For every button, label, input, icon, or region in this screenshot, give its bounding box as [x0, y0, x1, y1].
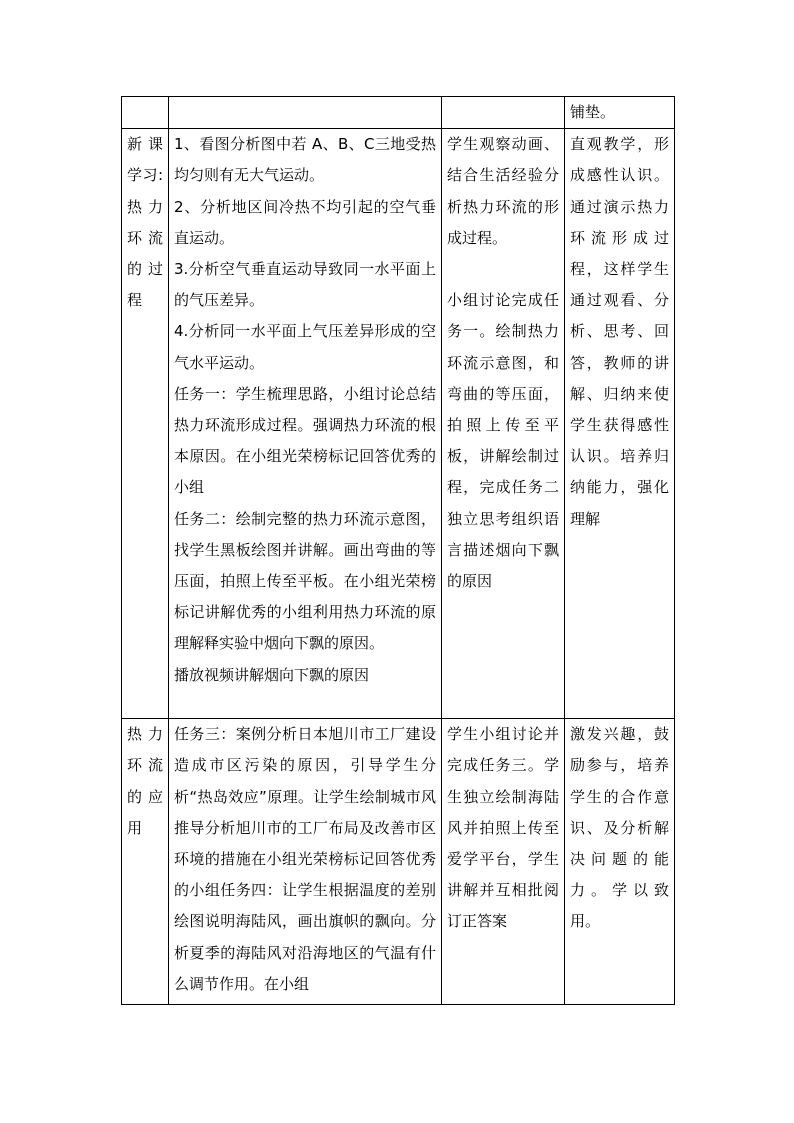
student-activity-cell [442, 719, 565, 1005]
student-activity-cell [442, 97, 565, 129]
student-activity-text: 小组讨论完成任务一。绘制热力环流示意图，和弯曲的等压面，拍照上传至平板，讲解绘制过程，完成任务二独立思考组织语言描述烟向下飘的原因 [447, 291, 559, 591]
activity-text: 1、看图分析图中若 A、B、C三地受热均匀则有无大气运动。 [174, 135, 436, 185]
stage-cell: 热力环流的应用 [122, 719, 169, 1005]
activity-text: 任务三：案例分析日本旭川市工厂建设造成市区污染的原因，引导学生分析“热岛效应”原理。让学生绘制城市风推导分析旭川市的工厂布局及改善市区环境的措施在小组光荣榜标记回答优秀的小组任务四：让学生根据温度的差别绘图说明海陆风，画出旗帜的飘向。分析夏季的海陆风对沿海地区的气温有什么调节作用。在小组 [174, 725, 436, 993]
design-intent-text: 铺垫。 [570, 103, 616, 121]
student-activity-text: 学生观察动画、结合生活经验分析热力环流的形成过程。 [447, 135, 559, 247]
design-intent-cell [565, 719, 675, 1005]
spacer [447, 254, 559, 285]
activity-cell [169, 129, 442, 719]
stage-cell [122, 97, 169, 129]
activity-text: 4.分析同一水平面上气压差异形成的空气水平运动。 [174, 322, 436, 372]
activity-cell [169, 97, 442, 129]
activity-text: 任务二：绘制完整的热力环流示意图，找学生黑板绘图并讲解。画出弯曲的等压面，拍照上传至平板。在小组光荣榜标记讲解优秀的小组利用热力环流的原理解释实验中烟向下飘的原因。 [174, 509, 436, 653]
table-row [122, 97, 675, 129]
activity-text: 3.分析空气垂直运动导致同一水平面上的气压差异。 [174, 260, 436, 310]
stage-cell: 新课学习:热力环流的过程 [122, 129, 169, 719]
activity-text: 任务一：学生梳理思路，小组讨论总结热力环流形成过程。强调热力环流的根本原因。在小组光荣榜标记回答优秀的小组 [174, 384, 436, 497]
design-intent-cell [565, 97, 675, 129]
design-intent-text: 激发兴趣，鼓励参与，培养学生的合作意识、及分析解决问题的能力。学以致用。 [570, 725, 669, 931]
table-row [122, 129, 675, 719]
table-row [122, 719, 675, 1005]
activity-text: 播放视频讲解烟向下飘的原因 [174, 665, 370, 684]
student-activity-cell [442, 129, 565, 719]
design-intent-text: 直观教学，形成感性认识。通过演示热力环流形成过程，这样学生通过观看、分析、思考、回答，教师的讲解、归纳来使学生获得感性认识。培养归纳能力，强化理解 [570, 135, 669, 528]
activity-cell [169, 719, 442, 1005]
lesson-plan-table [121, 96, 675, 1005]
activity-text: 2、分析地区间冷热不均引起的空气垂直运动。 [174, 197, 436, 247]
design-intent-cell [565, 129, 675, 719]
student-activity-text: 学生小组讨论并完成任务三。学生独立绘制海陆风并拍照上传至爱学平台，学生讲解并互相批阅订正答案 [447, 725, 559, 931]
